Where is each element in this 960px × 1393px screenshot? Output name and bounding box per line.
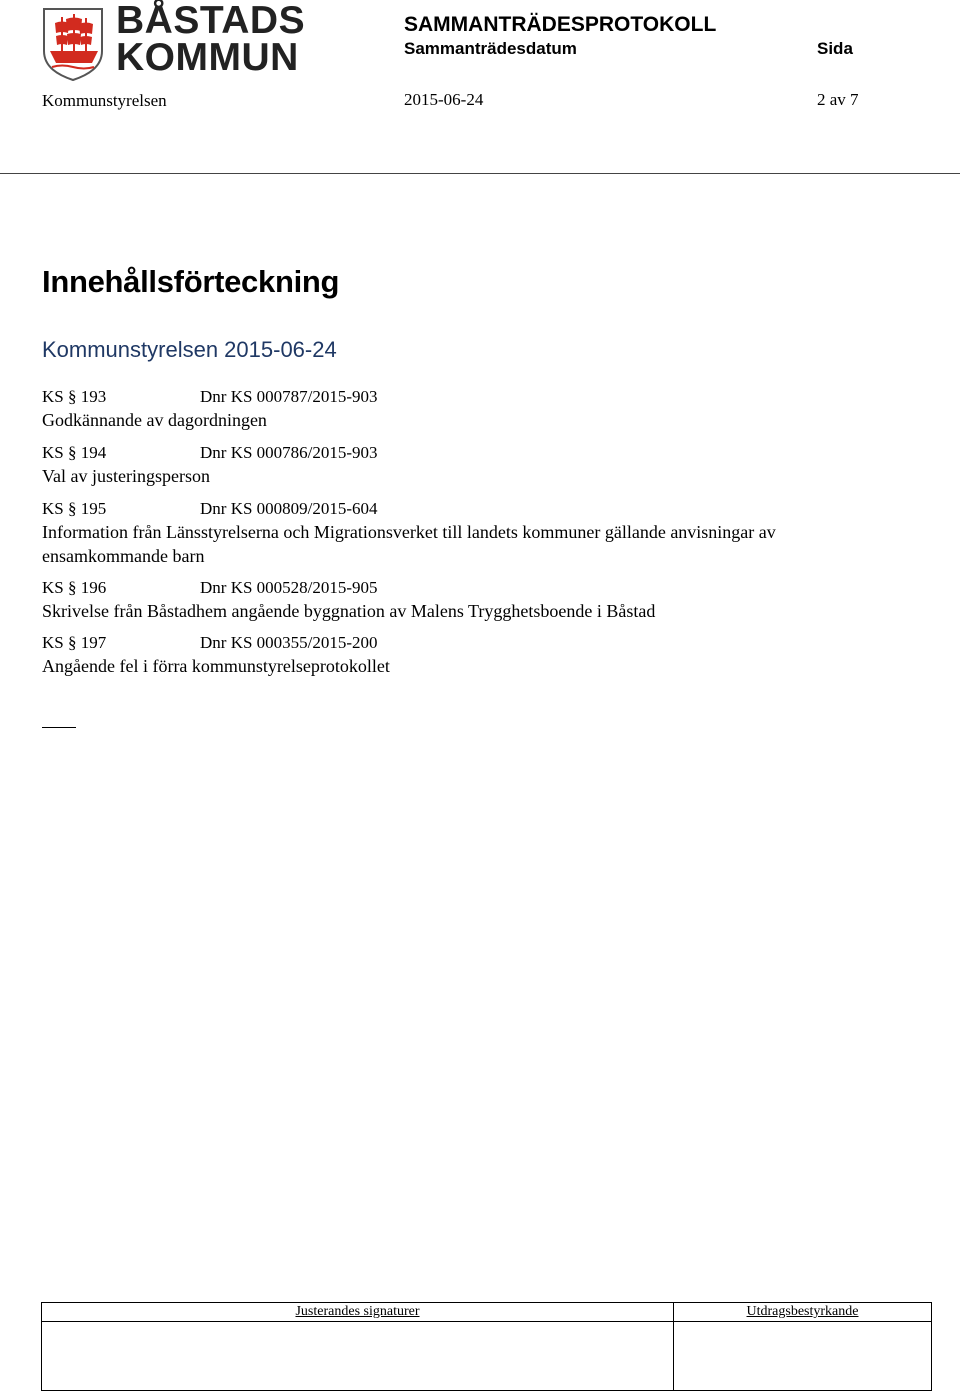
document-type: SAMMANTRÄDESPROTOKOLL	[404, 13, 717, 36]
signature-box	[41, 1302, 932, 1391]
municipality-logo-text	[116, 0, 306, 79]
logo-text-line2: KOMMUN	[116, 36, 299, 79]
signatures-label: Justerandes signaturer	[295, 1304, 420, 1319]
toc-entry	[42, 385, 922, 432]
entry-dnr: Dnr KS 000787/2015-903	[200, 387, 378, 406]
toc-title: Innehållsförteckning	[42, 264, 340, 299]
entry-description: Val av justeringsperson	[42, 466, 210, 486]
entry-dnr: Dnr KS 000809/2015-604	[200, 499, 378, 518]
excerpt-certification-label: Utdragsbestyrkande	[746, 1304, 859, 1319]
entry-description: Information från Länsstyrelserna och Migrationsverket till landets kommuner gällande anvisningar av ensamkommande barn	[42, 522, 776, 566]
entry-paragraph-number: KS § 193	[42, 387, 107, 406]
entry-description: Godkännande av dagordningen	[42, 410, 267, 430]
organization-name: Kommunstyrelsen	[42, 91, 167, 110]
entry-paragraph-number: KS § 197	[42, 633, 107, 652]
entry-dnr: Dnr KS 000786/2015-903	[200, 443, 378, 462]
meeting-date: 2015-06-24	[404, 90, 484, 109]
entry-description: Angående fel i förra kommunstyrelseprotokollet	[42, 656, 390, 676]
header-divider	[0, 173, 960, 174]
toc-subtitle: Kommunstyrelsen 2015-06-24	[42, 337, 337, 362]
page-label: Sida	[817, 39, 853, 58]
toc-entry	[42, 576, 922, 623]
meeting-date-label: Sammanträdesdatum	[404, 39, 577, 58]
entry-dnr: Dnr KS 000355/2015-200	[200, 633, 378, 652]
signature-header-rule	[42, 1321, 931, 1322]
municipal-coat-of-arms	[42, 7, 104, 81]
page-number: 2 av 7	[817, 90, 859, 109]
end-marker-rule	[42, 727, 76, 728]
entry-description: Skrivelse från Båstadhem angående byggnation av Malens Trygghetsboende i Båstad	[42, 601, 656, 621]
logo-text-line1: BÅSTADS	[116, 0, 306, 42]
toc-entry	[42, 441, 922, 488]
entry-paragraph-number: KS § 195	[42, 499, 107, 518]
entry-paragraph-number: KS § 196	[42, 578, 107, 597]
entry-dnr: Dnr KS 000528/2015-905	[200, 578, 378, 597]
entry-paragraph-number: KS § 194	[42, 443, 107, 462]
toc-entry	[42, 497, 922, 568]
toc-entry	[42, 631, 922, 678]
